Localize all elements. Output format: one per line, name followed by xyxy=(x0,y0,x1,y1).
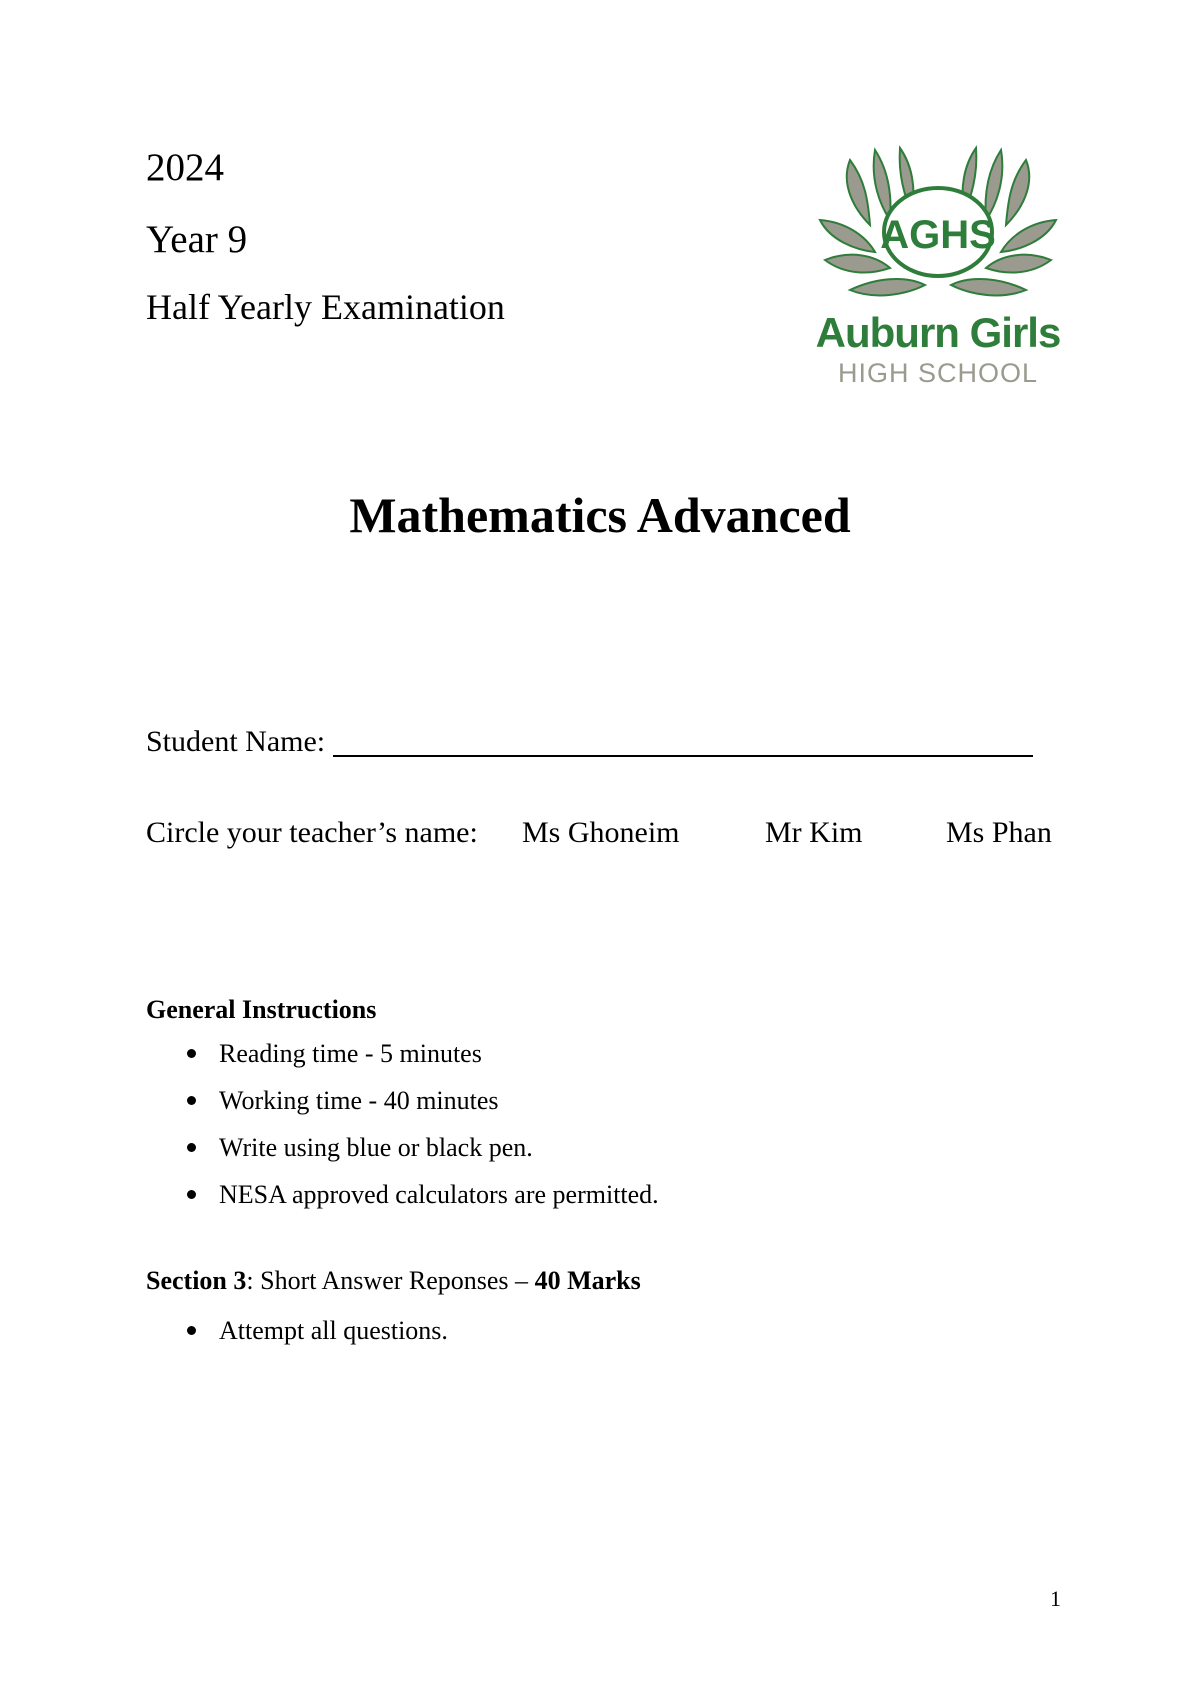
list-item-text: Write using blue or black pen. xyxy=(219,1133,533,1162)
list-item-text: Attempt all questions. xyxy=(219,1316,448,1345)
general-instructions-heading: General Instructions xyxy=(146,995,377,1024)
list-item-text: Working time - 40 minutes xyxy=(219,1086,499,1115)
page-number: 1 xyxy=(1050,1586,1061,1611)
school-logo xyxy=(810,140,1066,390)
teacher-option-phan[interactable]: Ms Phan xyxy=(946,816,1052,849)
teacher-prompt: Circle your teacher’s name: xyxy=(146,816,478,849)
student-name-label: Student Name: xyxy=(146,725,326,758)
logo-school-name: Auburn Girls xyxy=(815,309,1061,356)
exam-grade: Year 9 xyxy=(146,218,248,261)
logo-school-type: HIGH SCHOOL xyxy=(837,358,1039,388)
exam-type: Half Yearly Examination xyxy=(146,287,505,327)
list-item xyxy=(146,1088,659,1135)
subject-title: Mathematics Advanced xyxy=(349,487,851,543)
exam-year: 2024 xyxy=(146,146,224,189)
list-item-text: Reading time - 5 minutes xyxy=(219,1039,482,1068)
list-item xyxy=(146,1135,659,1182)
bullet-icon xyxy=(187,1326,196,1335)
section-3-label: Section 3 xyxy=(146,1266,247,1295)
bullet-icon xyxy=(187,1190,196,1199)
student-name-row xyxy=(146,727,1033,757)
section-3 xyxy=(146,1268,641,1365)
logo-emblem-text: AGHS xyxy=(880,213,996,257)
section-3-description: : Short Answer Reponses – xyxy=(246,1266,535,1295)
student-name-blank[interactable] xyxy=(333,731,1033,757)
list-item-text: NESA approved calculators are permitted. xyxy=(219,1180,659,1209)
section-3-list xyxy=(146,1318,641,1365)
list-item xyxy=(146,1041,659,1088)
teacher-option-kim[interactable]: Mr Kim xyxy=(765,816,863,849)
general-instructions xyxy=(146,997,659,1229)
general-instructions-list xyxy=(146,1041,659,1229)
exam-header xyxy=(146,148,505,325)
section-3-heading xyxy=(146,1268,641,1294)
section-3-marks: 40 Marks xyxy=(534,1266,641,1295)
list-item xyxy=(146,1182,659,1229)
bullet-icon xyxy=(187,1096,196,1105)
list-item xyxy=(146,1318,641,1365)
teacher-option-ghoneim[interactable]: Ms Ghoneim xyxy=(522,816,680,849)
bullet-icon xyxy=(187,1143,196,1152)
bullet-icon xyxy=(187,1049,196,1058)
